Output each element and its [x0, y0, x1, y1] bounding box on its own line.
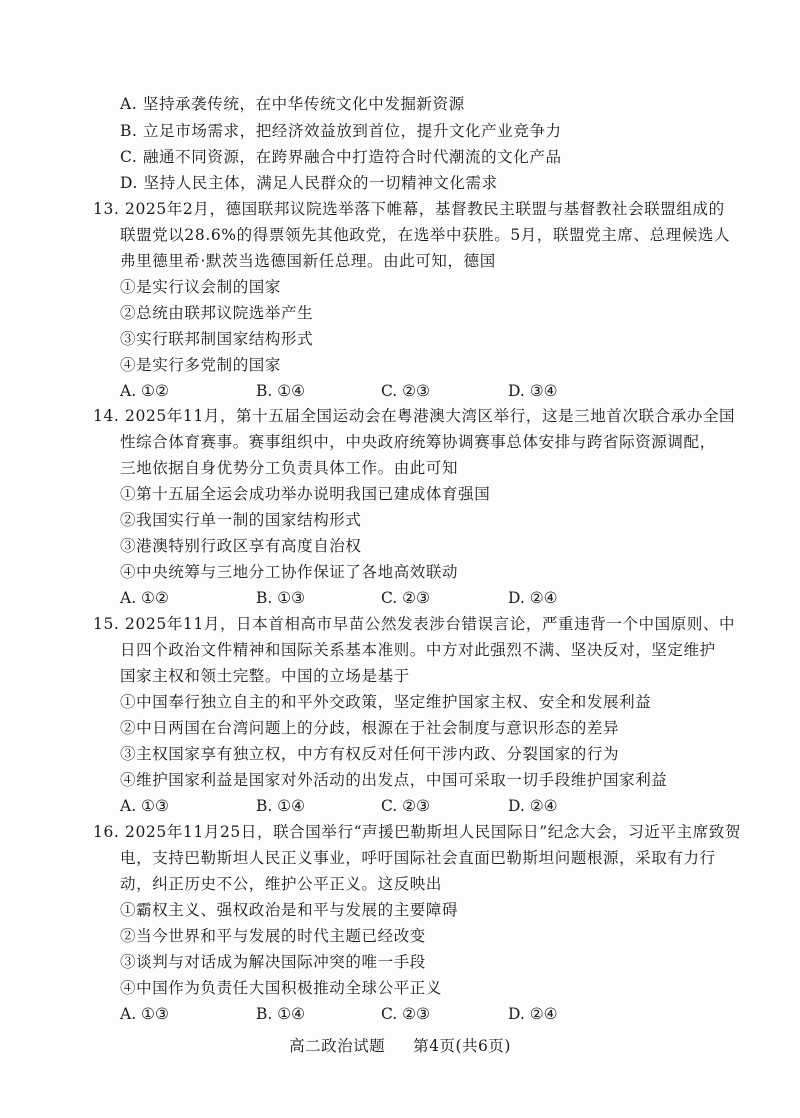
q14-choice-d: D. ②④ — [508, 589, 558, 607]
page-footer — [0, 1034, 800, 1056]
q14-statement-1: ①第十五届全运会成功举办说明我国已建成体育强国 — [120, 485, 491, 503]
q16-stem-line-2: 电，支持巴勒斯坦人民正义事业，呼吁国际社会直面巴勒斯坦问题根源，采取有力行 — [120, 849, 716, 867]
q12-option-a: A. 坚持承袭传统，在中华传统文化中发掘新资源 — [120, 95, 465, 113]
q14-choice-c: C. ②③ — [381, 589, 430, 607]
q13-stem-line-3: 弗里德里希·默茨当选德国新任总理。由此可知，德国 — [120, 252, 496, 270]
q13-choice-d: D. ③④ — [508, 382, 558, 400]
q16-choice-c: C. ②③ — [381, 1005, 430, 1023]
q13-stem-line-1: 13. 2025年2月，德国联邦议院选举落下帷幕，基督教民主联盟与基督教社会联盟组成的 — [93, 200, 725, 218]
q16-statement-4: ④中国作为负责任大国积极推动全球公平正义 — [120, 979, 443, 997]
q13-statement-3: ③实行联邦制国家结构形式 — [120, 330, 314, 348]
q15-choice-d: D. ②④ — [508, 797, 558, 815]
q12-option-c: C. 融通不同资源，在跨界融合中打造符合时代潮流的文化产品 — [120, 148, 562, 166]
q16-stem-line-3: 动，纠正历史不公，维护公平正义。这反映出 — [120, 875, 443, 893]
q16-choice-a: A. ①③ — [120, 1005, 169, 1023]
footer-subject: 高二政治试题 — [289, 1037, 386, 1055]
q16-choice-b: B. ①④ — [256, 1005, 306, 1023]
q15-statement-2: ②中日两国在台湾问题上的分歧，根源在于社会制度与意识形态的差异 — [120, 719, 620, 737]
q12-option-d: D. 坚持人民主体，满足人民群众的一切精神文化需求 — [120, 174, 498, 192]
q15-statement-4: ④维护国家利益是国家对外活动的出发点，中国可采取一切手段维护国家利益 — [120, 771, 668, 789]
q15-stem-line-2: 日四个政治文件精神和国际关系基本准则。中方对此强烈不满、坚决反对，坚定维护 — [120, 641, 716, 659]
footer-page-number: 第4页(共6页) — [413, 1037, 511, 1055]
q13-stem-line-2: 联盟党以28.6%的得票领先其他政党，在选举中获胜。5月，联盟党主席、总理候选人 — [120, 226, 731, 244]
q16-statement-2: ②当今世界和平与发展的时代主题已经改变 — [120, 927, 426, 945]
q15-statement-1: ①中国奉行独立自主的和平外交政策，坚定维护国家主权、安全和发展利益 — [120, 693, 652, 711]
q13-choice-b: B. ①④ — [256, 382, 306, 400]
q15-choice-c: C. ②③ — [381, 797, 430, 815]
q16-stem-line-1: 16. 2025年11月25日，联合国举行“声援巴勒斯坦人民国际日”纪念大会，习近平主席致贺 — [93, 823, 741, 841]
q16-statement-1: ①霸权主义、强权政治是和平与发展的主要障碍 — [120, 901, 459, 919]
q15-statement-3: ③主权国家享有独立权，中方有权反对任何干涉内政、分裂国家的行为 — [120, 745, 620, 763]
q14-choice-b: B. ①③ — [256, 589, 306, 607]
q14-statement-3: ③港澳特别行政区享有高度自治权 — [120, 537, 362, 555]
q14-choice-a: A. ①② — [120, 589, 169, 607]
q13-statement-2: ②总统由联邦议院选举产生 — [120, 304, 314, 322]
q16-statement-3: ③谈判与对话成为解决国际冲突的唯一手段 — [120, 953, 426, 971]
q15-stem-line-3: 国家主权和领土完整。中国的立场是基于 — [120, 667, 410, 685]
q14-stem-line-3: 三地依据自身优势分工负责具体工作。由此可知 — [120, 459, 459, 477]
q13-statement-4: ④是实行多党制的国家 — [120, 356, 282, 374]
q14-statement-2: ②我国实行单一制的国家结构形式 — [120, 511, 362, 529]
q14-stem-line-1: 14. 2025年11月，第十五届全国运动会在粤港澳大湾区举行，这是三地首次联合承办全国 — [93, 407, 736, 425]
q16-choice-d: D. ②④ — [508, 1005, 558, 1023]
q15-stem-line-1: 15. 2025年11月，日本首相高市早苗公然发表涉台错误言论，严重违背一个中国原则、中 — [93, 615, 736, 633]
q15-choice-b: B. ①④ — [256, 797, 306, 815]
q14-stem-line-2: 性综合体育赛事。赛事组织中，中央政府统筹协调赛事总体安排与跨省际资源调配， — [120, 433, 716, 451]
q15-choice-a: A. ①③ — [120, 797, 169, 815]
q12-option-b: B. 立足市场需求，把经济效益放到首位，提升文化产业竞争力 — [120, 122, 562, 140]
q13-choice-a: A. ①② — [120, 382, 169, 400]
q14-statement-4: ④中央统筹与三地分工协作保证了各地高效联动 — [120, 563, 459, 581]
q13-statement-1: ①是实行议会制的国家 — [120, 278, 282, 296]
q13-choice-c: C. ②③ — [381, 382, 430, 400]
